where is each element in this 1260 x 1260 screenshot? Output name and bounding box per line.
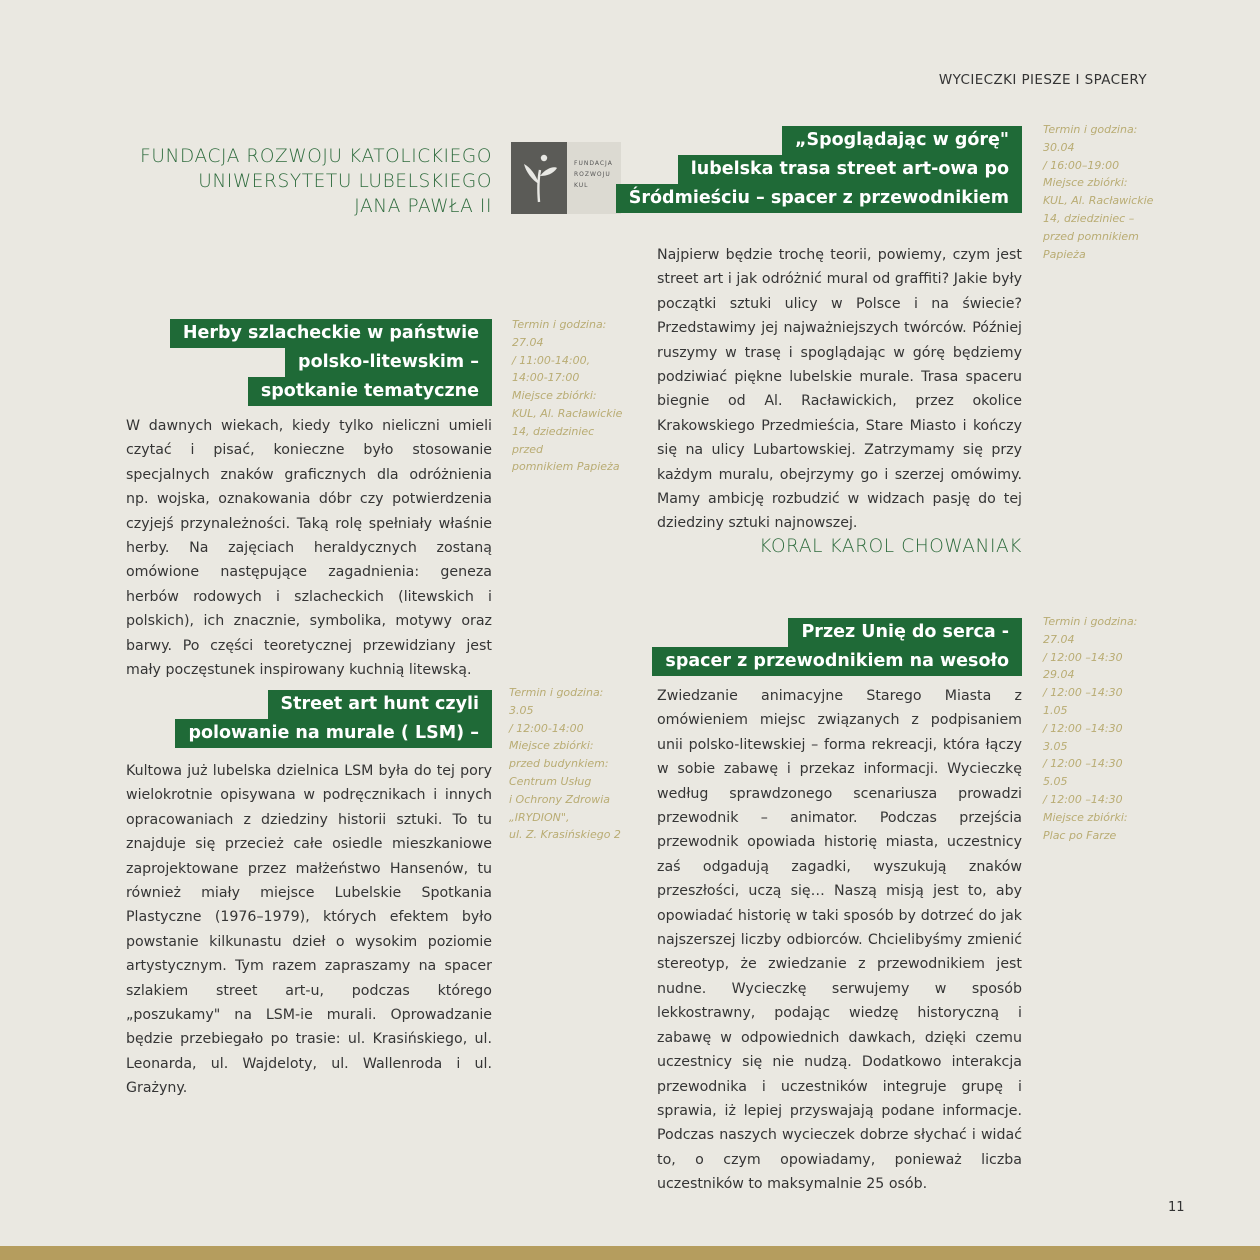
title-line: Street art hunt czyli (268, 690, 493, 719)
info-line: / 16:00–19:00 (1043, 158, 1120, 172)
event-info-street-art-hunt (509, 684, 627, 844)
title-line: polsko-litewskim – (285, 348, 492, 377)
info-line: 3.05 (1043, 739, 1068, 753)
info-line: 30.04 (1043, 140, 1075, 154)
title-line: Śródmieściu – spacer z przewodnikiem (616, 184, 1022, 213)
foundation-logo (511, 142, 621, 214)
section-header: WYCIECZKI PIESZE I SPACERY (938, 72, 1147, 88)
info-line: Papieża (1043, 247, 1086, 261)
description-text: Kultowa już lubelska dzielnica LSM była do tej pory wielokrotnie opisywana w podręcznikach i innych opracowaniach z dziedziny historii sztuki. To tu znajduje się przecież całe osiedle mieszkaniowe zaprojektowane przez małżeństwo Hansenów, tu również miały miejsce Lubelskie Spotkania Plastyczne (1976–1979), których efektem było powstanie kilkunastu dzieł o wysokim poziomie artystycznym. Tym razem zapraszamy na spacer szlakiem street art-u, podczas którego „poszukamy" na LSM-ie murali. Oprowadzanie będzie przebiegało po trasie: ul. Krasińskiego, ul. Leonarda, ul. Wajdeloty, ul. Wallenroda i ul. Grażyny. (126, 763, 492, 1097)
info-line: 27.04 (512, 335, 544, 349)
sprout-icon (511, 142, 567, 214)
info-line: KUL, Al. Racławickie (1043, 194, 1154, 208)
info-line: Termin i godzina: (1043, 615, 1138, 628)
info-line: / 12:00 –14:30 (1043, 650, 1123, 664)
info-line: / 11:00-14:00, (512, 353, 591, 367)
info-line: 1.05 (1043, 703, 1068, 717)
info-line: / 12:00 –14:30 (1043, 757, 1123, 771)
info-line: Termin i godzina: (512, 318, 607, 331)
description-text: Zwiedzanie animacyjne Starego Miasta z omówieniem miejsc związanych z podpisaniem unii polsko-litewskiej – forma rekreacji, która łączy w sobie zabawę i przekaz informacji. Wycieczkę według sprawdzonego scenariusza prowadzi przewodnik – animator. Podczas przejścia przewodnik opowiada historię miasta, uczestnicy zaś odgadują zagadki, wyszukują znaków przeszłości, uczą się… Naszą misją jest to, aby opowiadać historię w taki sposób by dotrzeć do jak najszerszej liczby odbiorców. Chcielibyśmy zmienić stereotyp, że zwiedzanie z przewodnikiem jest nudne. Wycieczkę serwujemy w sposób lekkostrawny, podając wiedzę historyczną i zabawę w odpowiednich dawkach, dzięki czemu uczestnicy się nie nudzą. Dodatkowo interakcja przewodnika i uczestników integruje grupę i sprawia, iż lepiej przyswajają podane informacje. Podczas naszych wycieczek dobrze słychać i widać to, o czym opowiadamy, ponieważ liczba uczestników to maksymalnie 25 osób. (657, 688, 1022, 1193)
title-line: polowanie na murale ( LSM) – (175, 719, 492, 748)
info-line: 3.05 (509, 703, 534, 717)
info-line: / 12:00 –14:30 (1043, 686, 1123, 700)
title-line: lubelska trasa street art-owa po (678, 155, 1022, 184)
event-title-street-art-hunt (120, 690, 492, 748)
event-info-przez-unie (1043, 613, 1163, 844)
info-line: 14:00-17:00 (512, 371, 580, 385)
info-line: Plac po Farze (1043, 828, 1117, 842)
event-description-herby (126, 414, 492, 682)
info-line: Miejsce zbiórki: (1043, 810, 1128, 824)
info-line: Miejsce zbiórki: (1043, 176, 1128, 190)
title-line: spacer z przewodnikiem na wesoło (652, 647, 1022, 676)
title-line: Przez Unię do serca - (788, 618, 1022, 647)
info-line: KUL, Al. Racławickie (512, 406, 623, 420)
organizer-line: JANA PAWŁA II (354, 196, 492, 217)
info-line: 29.04 (1043, 668, 1075, 682)
logo-line: FUNDACJA (574, 160, 613, 167)
info-line: / 12:00 –14:30 (1043, 721, 1123, 735)
title-line: spotkanie tematyczne (248, 377, 492, 406)
info-line: „IRYDION", (509, 810, 570, 824)
logo-line: ROZWOJU (574, 171, 611, 178)
info-line: Miejsce zbiórki: (509, 739, 594, 753)
event-description-street-art-hunt (126, 759, 492, 1101)
info-line: 27.04 (1043, 632, 1075, 646)
organizer-name-left (120, 144, 492, 219)
info-line: Centrum Usług (509, 774, 592, 788)
event-title-herby (120, 319, 492, 406)
description-text: W dawnych wiekach, kiedy tylko nieliczni umieli czytać i pisać, konieczne było stosowanie specjalnych znaków graficznych dla odróżnienia np. wojska, oznakowania dóbr czy potwierdzenia czyjejś przynależności. Taką rolę spełniały właśnie herby. Na zajęciach heraldycznych zostaną omówione następujące zagadnienia: geneza herbów rodowych i szlacheckich (litewskich i polskich), ich znacznie, symbolika, motywy oraz barwy. Po części teoretycznej przewidziany jest mały poczęstunek inspirowany kuchnią litewską. (126, 418, 492, 679)
title-line: Herby szlacheckie w państwie (170, 319, 492, 348)
logo-line: KUL (574, 182, 589, 189)
info-line: i Ochrony Zdrowia (509, 792, 611, 806)
info-line: Miejsce zbiórki: (512, 389, 597, 403)
organizer-line: UNIWERSYTETU LUBELSKIEGO (198, 171, 492, 192)
event-info-herby (512, 316, 627, 476)
info-line: / 12:00 –14:30 (1043, 792, 1123, 806)
event-info-spogladajac (1043, 121, 1163, 263)
title-line: „Spoglądając w górę" (782, 126, 1022, 155)
event-description-przez-unie (657, 684, 1022, 1197)
info-line: 5.05 (1043, 775, 1068, 789)
info-line: pomnikiem Papieża (512, 460, 620, 474)
event-title-przez-unie (620, 618, 1022, 676)
organizer-line: FUNDACJA ROZWOJU KATOLICKIEGO (140, 146, 492, 167)
info-line: Termin i godzina: (509, 686, 604, 699)
info-line: przed pomnikiem (1043, 229, 1139, 243)
info-line: przed budynkiem: (509, 757, 609, 771)
logo-emblem (511, 142, 567, 214)
info-line: Termin i godzina: (1043, 123, 1138, 136)
info-line: 14, dziedziniec – (1043, 211, 1135, 225)
event-description-spogladajac (657, 243, 1022, 536)
page-number: 11 (1168, 1200, 1185, 1215)
info-line: / 12:00-14:00 (509, 721, 584, 735)
footer-bar (0, 1246, 1260, 1260)
event-title-spogladajac (620, 126, 1022, 213)
organizer-name-right: KORAL KAROL CHOWANIAK (759, 536, 1022, 557)
info-line: ul. Z. Krasińskiego 2 (509, 828, 621, 842)
info-line: 14, dziedziniec przed (512, 424, 595, 456)
logo-text (574, 158, 613, 191)
description-text: Najpierw będzie trochę teorii, powiemy, czym jest street art i jak odróżnić mural od graffiti? Jakie były początki sztuki ulicy w Polsce i na świecie? Przedstawimy jej najważniejszych twórców. Później ruszymy w trasę i spoglądając w górę będziemy podziwiać piękne lubelskie murale. Trasa spaceru biegnie od Al. Racławickich, przez okolice Krakowskiego Przedmieścia, Stare Miasto i kończy się na ulicy Lubartowskiej. Zatrzymamy się przy każdym muralu, obejrzymy go i szerzej omówimy. Mamy ambicję rozbudzić w widzach pasję do tej dziedziny sztuki najnowszej. (657, 247, 1022, 532)
